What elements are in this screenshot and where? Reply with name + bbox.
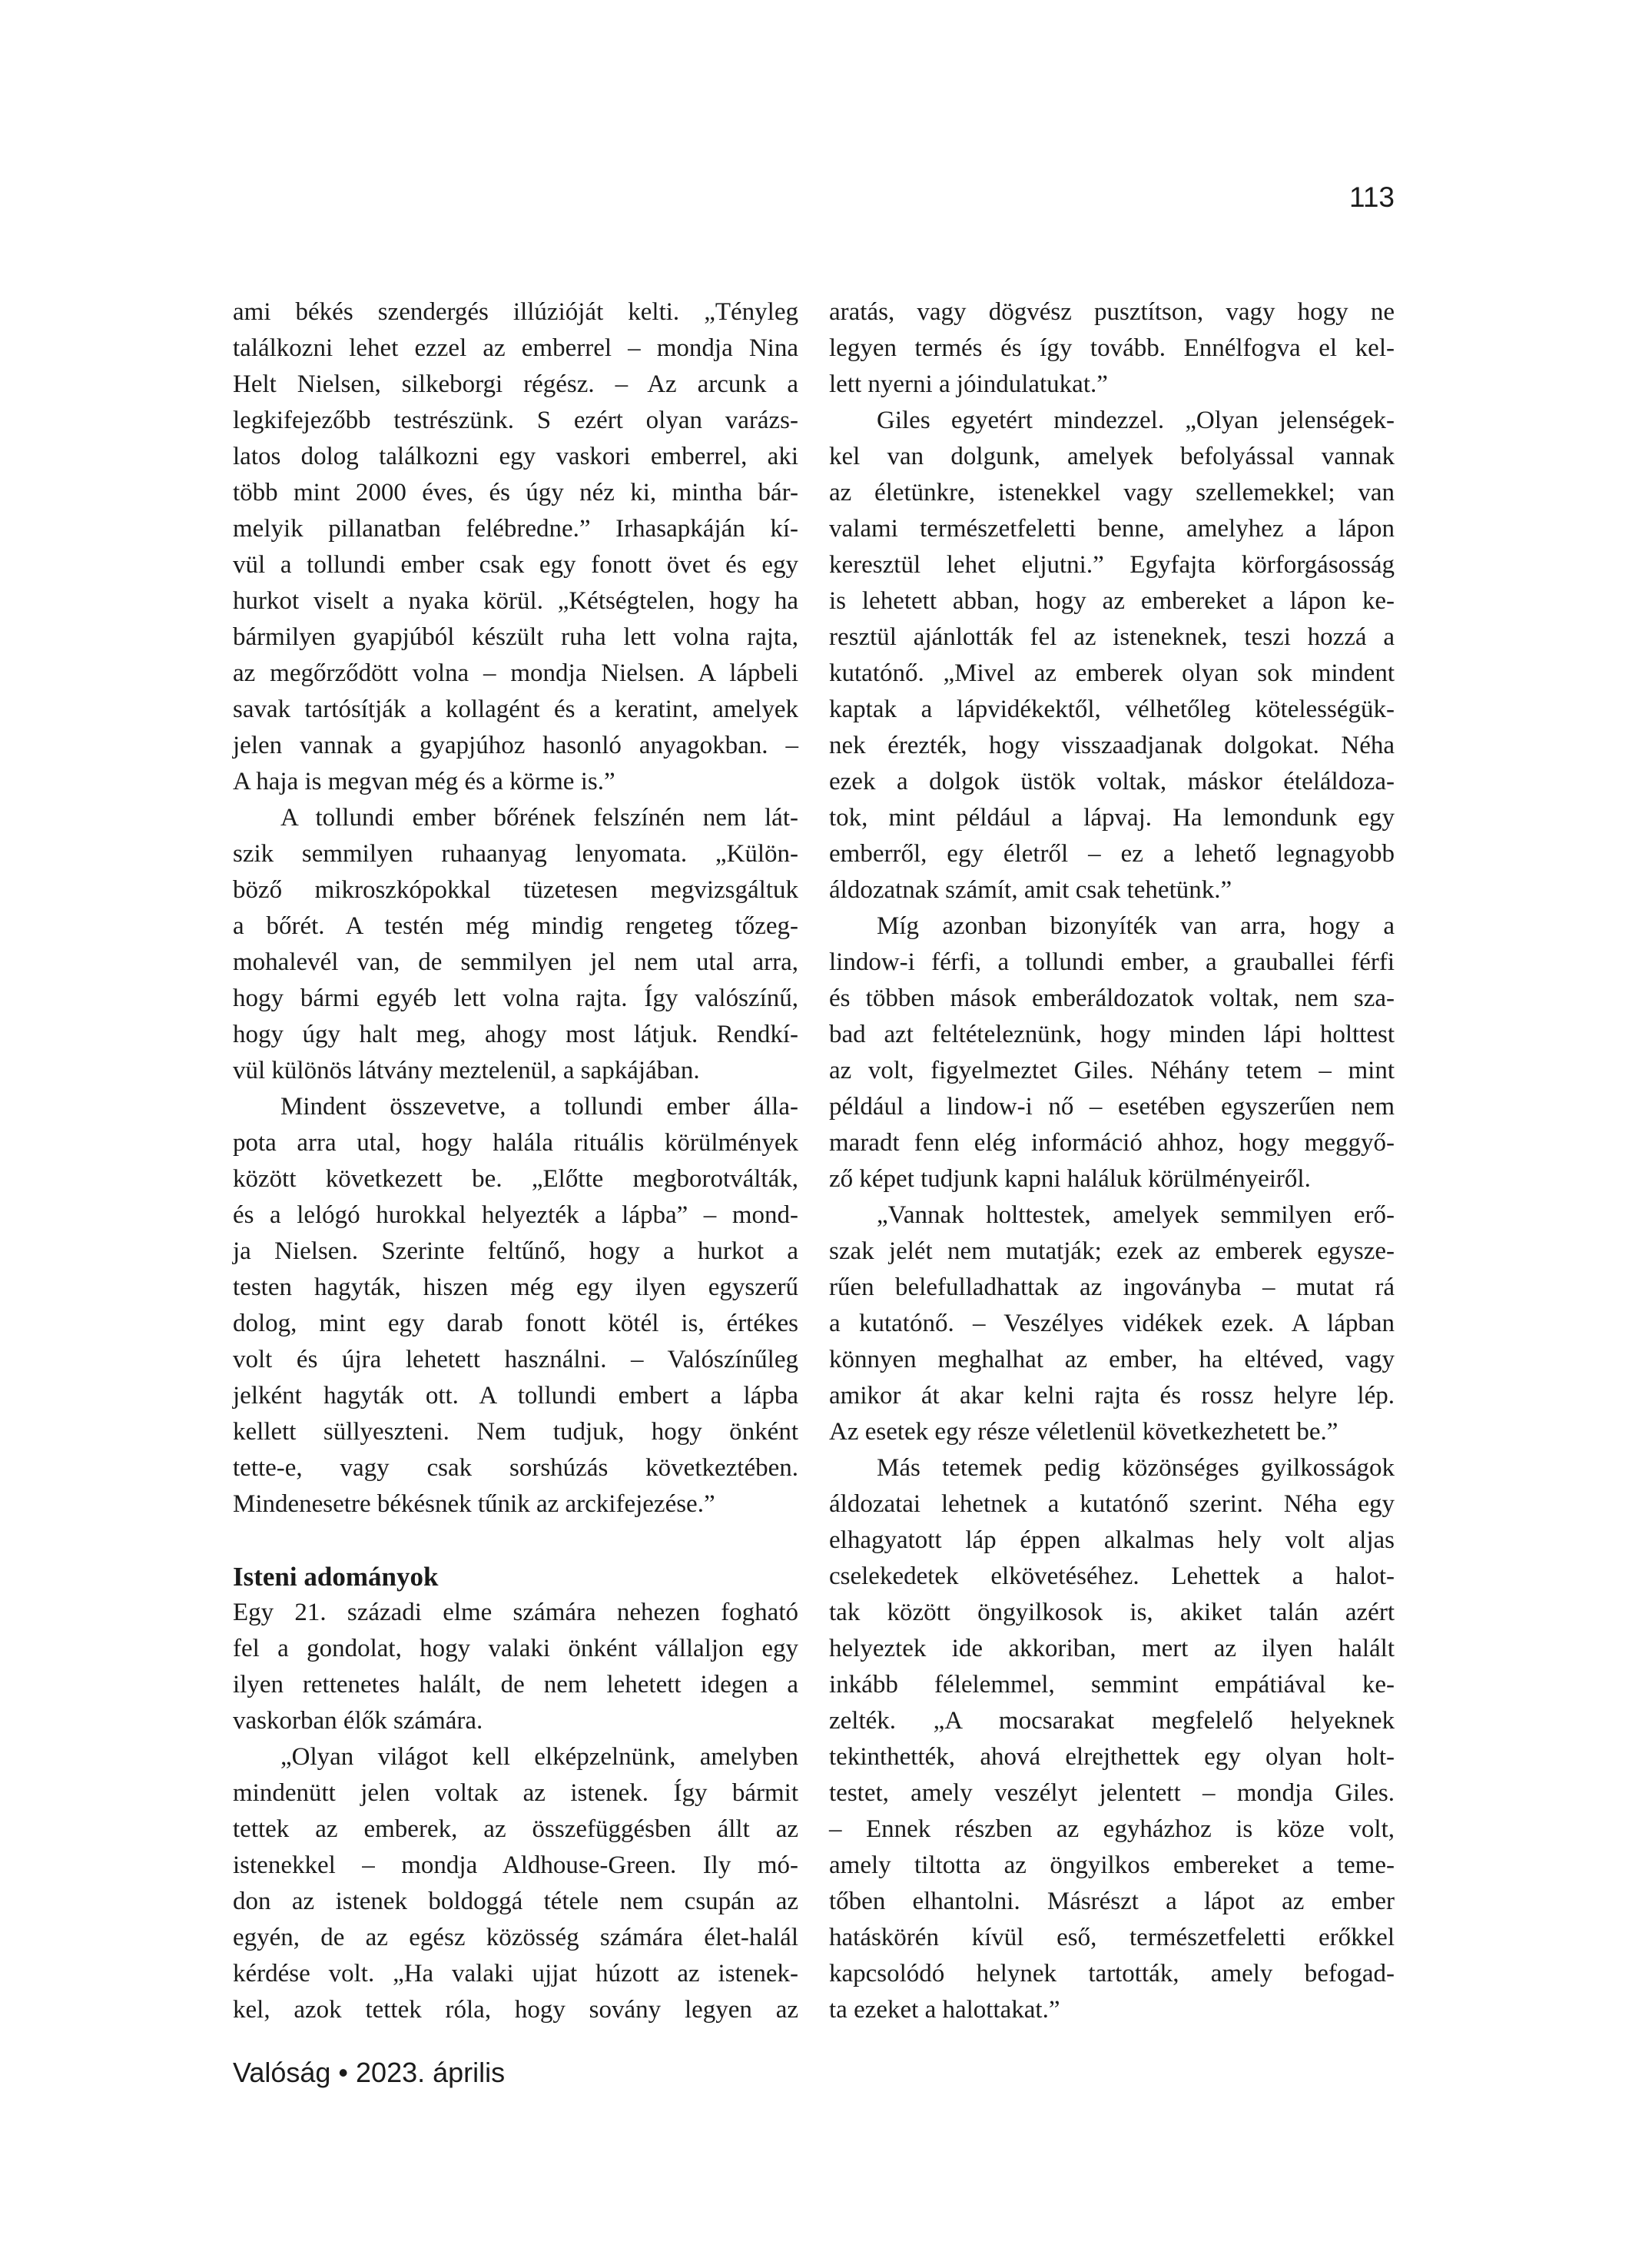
journal-footer-text: Valóság • 2023. április (233, 2057, 506, 2088)
paragraph (233, 1089, 798, 1523)
text-line: ja Nielsen. Szerinte feltűnő, hogy a hurkot a (233, 1237, 798, 1265)
text-line: – Ennek részben az egyházhoz is köze volt, (829, 1815, 1395, 1843)
text-line: dolog, mint egy darab fonott kötél is, értékes (233, 1310, 798, 1337)
text-line: inkább félelemmel, semmint empátiával ke- (829, 1671, 1395, 1699)
text-line: között következett be. „Előtte megborotválták, (233, 1165, 798, 1193)
text-line: kapcsolódó helynek tartották, amely befogad- (829, 1960, 1395, 1987)
paragraph (829, 294, 1395, 403)
text-line: pota arra utal, hogy halála rituális körülmények (233, 1129, 798, 1157)
text-line: istenekkel – mondja Aldhouse-Green. Ily mó- (233, 1851, 798, 1879)
text-line: kutatónő. „Mivel az emberek olyan sok mindent (829, 659, 1395, 687)
text-line: tőben elhantolni. Másrészt a lápot az ember (829, 1888, 1395, 1915)
text-line: könnyen meghalhat az ember, ha eltéved, vagy (829, 1346, 1395, 1373)
paragraph (829, 1197, 1395, 1450)
text-line: hurkot viselt a nyaka körül. „Kétségtelen, hogy ha (233, 587, 798, 615)
journal-footer (233, 2057, 505, 2089)
text-line: savak tartósítják a kollagént és a keratint, amelyek (233, 696, 798, 723)
text-line: tette-e, vagy csak sorshúzás következtében. (233, 1454, 798, 1482)
text-line: mohalevél van, de semmilyen jel nem utal arra, (233, 948, 798, 976)
left-column (233, 294, 798, 2028)
page-number: 113 (1349, 181, 1395, 213)
right-column (829, 294, 1395, 2028)
text-line: „Vannak holttestek, amelyek semmilyen erő- (877, 1201, 1395, 1229)
text-line: szik semmilyen ruhaanyag lenyomata. „Külön- (233, 840, 798, 868)
text-line: Helt Nielsen, silkeborgi régész. – Az arcunk a (233, 370, 798, 398)
text-line: egyén, de az egész közösség számára élet-halál (233, 1924, 798, 1951)
text-line: szak jelét nem mutatják; ezek az emberek egysze- (829, 1237, 1395, 1265)
text-line: legyen termés és így tovább. Ennélfogva el kel- (829, 334, 1395, 362)
paragraph (233, 1739, 798, 2028)
paragraph (829, 908, 1395, 1197)
text-line: Giles egyetért mindezzel. „Olyan jelenségek- (877, 407, 1395, 434)
text-line: nek érezték, hogy visszaadjanak dolgokat. Néha (829, 732, 1395, 759)
text-line: tettek az emberek, az összefüggésben állt az (233, 1815, 798, 1843)
text-line: mindenütt jelen voltak az istenek. Így bármit (233, 1779, 798, 1807)
text-line: és a lelógó hurokkal helyezték a lápba” – mond- (233, 1201, 798, 1229)
text-line: jelen vannak a gyapjúhoz hasonló anyagokban. – (233, 732, 798, 759)
text-line: az volt, figyelmeztet Giles. Néhány tetem – mint (829, 1057, 1395, 1084)
text-line: az életünkre, istenekkel vagy szellemekkel; van (829, 479, 1395, 506)
text-line: a kutatónő. – Veszélyes vidékek ezek. A lápban (829, 1310, 1395, 1337)
text-line: amely tiltotta az öngyilkos embereket a teme- (829, 1851, 1395, 1879)
text-line: valami természetfeletti benne, amelyhez a lápon (829, 515, 1395, 543)
text-line: keresztül lehet eljutni.” Egyfajta körforgásosság (829, 551, 1395, 579)
article-body (233, 294, 1395, 2028)
text-line: bármilyen gyapjúból készült ruha lett volna rajta, (233, 623, 798, 651)
text-line: A haja is megvan még és a körme is.” (233, 768, 615, 795)
text-line: amikor át akar kelni rajta és rossz helyre lép. (829, 1382, 1395, 1410)
text-line: áldozatai lehetnek a kutatónő szerint. Néha egy (829, 1490, 1395, 1518)
text-line: tok, mint például a lápvaj. Ha lemondunk egy (829, 804, 1395, 832)
text-line: don az istenek boldoggá tétele nem csupán az (233, 1888, 798, 1915)
text-line: hatáskörén kívül eső, természetfeletti erőkkel (829, 1924, 1395, 1951)
paragraph (829, 403, 1395, 908)
text-line: „Olyan világot kell elképzelnünk, amelyben (280, 1743, 798, 1771)
text-line: melyik pillanatban felébredne.” Irhasapkáján kí- (233, 515, 798, 543)
text-line: Az esetek egy része véletlenül következhetett be.” (829, 1418, 1338, 1446)
text-line: emberről, egy életről – ez a lehető legnagyobb (829, 840, 1395, 868)
paragraph (233, 294, 798, 800)
text-line: A tollundi ember bőrének felszínén nem lát- (280, 804, 798, 832)
text-line: például a lindow-i nő – esetében egyszerűen nem (829, 1093, 1395, 1121)
text-line: Mindent összevetve, a tollundi ember álla- (280, 1093, 798, 1121)
text-line: tak között öngyilkosok is, akiket talán azért (829, 1599, 1395, 1626)
text-line: latos dolog találkozni egy vaskori emberrel, aki (233, 443, 798, 470)
text-line: lett nyerni a jóindulatukat.” (829, 370, 1108, 398)
text-line: rűen belefulladhattak az ingoványba – mutat rá (829, 1273, 1395, 1301)
text-line: tekinthették, ahová elrejthettek egy olyan holt- (829, 1743, 1395, 1771)
text-line: bad azt feltételeznünk, hogy minden lápi holttest (829, 1021, 1395, 1048)
section-heading: Isteni adományok (233, 1562, 439, 1592)
text-line: hogy úgy halt meg, ahogy most látjuk. Rendkí- (233, 1021, 798, 1048)
text-line: kel, azok tettek róla, hogy sovány legyen az (233, 1996, 798, 2024)
text-line: testet, amely veszélyt jelentett – mondja Giles. (829, 1779, 1395, 1807)
text-line: lindow-i férfi, a tollundi ember, a grauballei férfi (829, 948, 1395, 976)
text-line: is lehetett abban, hogy az embereket a lápon ke- (829, 587, 1395, 615)
text-line: ző képet tudjunk kapni haláluk körülményeiről. (829, 1165, 1311, 1193)
text-line: kaptak a lápvidékektől, vélhetőleg kötelességük- (829, 696, 1395, 723)
text-line: ami békés szendergés illúzióját kelti. „Tényleg (233, 298, 798, 326)
text-line: volt és újra lehetett használni. – Valószínűleg (233, 1346, 798, 1373)
paragraph (233, 800, 798, 1089)
text-line: aratás, vagy dögvész pusztítson, vagy hogy ne (829, 298, 1395, 326)
text-line: vül a tollundi ember csak egy fonott övet és egy (233, 551, 798, 579)
text-line: több mint 2000 éves, és úgy néz ki, mintha bár- (233, 479, 798, 506)
text-line: testen hagyták, hiszen még egy ilyen egyszerű (233, 1273, 798, 1301)
text-line: helyeztek ide akkoriban, mert az ilyen halált (829, 1635, 1395, 1662)
text-line: cselekedetek elkövetéséhez. Lehettek a halot- (829, 1562, 1395, 1590)
text-line: maradt fenn elég információ ahhoz, hogy meggyő- (829, 1129, 1395, 1157)
text-line: találkozni lehet ezzel az emberrel – mondja Nina (233, 334, 798, 362)
text-line: ezek a dolgok üstök voltak, máskor ételáldoza- (829, 768, 1395, 795)
text-line: az megőrződött volna – mondja Nielsen. A lápbeli (233, 659, 798, 687)
text-line: vül különös látvány meztelenül, a sapkájában. (233, 1057, 700, 1084)
text-line: resztül ajánlották fel az isteneknek, teszi hozzá a (829, 623, 1395, 651)
text-line: áldozatnak számít, amit csak tehetünk.” (829, 876, 1232, 904)
text-line: kérdése volt. „Ha valaki ujjat húzott az istenek- (233, 1960, 798, 1987)
text-line: kellett süllyeszteni. Nem tudjuk, hogy önként (233, 1418, 798, 1446)
text-line: jelként hagyták ott. A tollundi embert a lápba (233, 1382, 798, 1410)
text-line: kel van dolgunk, amelyek befolyással vannak (829, 443, 1395, 470)
text-line: vaskorban élők számára. (233, 1707, 483, 1735)
text-line: a bőrét. A testén még mindig rengeteg tőzeg- (233, 912, 798, 940)
text-line: Más tetemek pedig közönséges gyilkosságok (877, 1454, 1395, 1482)
paragraph (233, 1595, 798, 1739)
blank-line (233, 1523, 798, 1559)
text-line: Egy 21. századi elme számára nehezen fogható (233, 1599, 798, 1626)
text-line: hogy bármi egyéb lett volna rajta. Így valószínű, (233, 985, 798, 1012)
text-line: zelték. „A mocsarakat megfelelő helyeknek (829, 1707, 1395, 1735)
paragraph (829, 1450, 1395, 2028)
text-line: elhagyatott láp éppen alkalmas hely volt aljas (829, 1526, 1395, 1554)
text-line: böző mikroszkópokkal tüzetesen megvizsgáltuk (233, 876, 798, 904)
text-line: ilyen rettenetes halált, de nem lehetett idegen a (233, 1671, 798, 1699)
text-line: Mindenesetre békésnek tűnik az arckifejezése.” (233, 1490, 715, 1518)
text-line: és többen mások emberáldozatok voltak, nem sza- (829, 985, 1395, 1012)
text-line: legkifejezőbb testrészünk. S ezért olyan varázs- (233, 407, 798, 434)
text-line: Míg azonban bizonyíték van arra, hogy a (877, 912, 1395, 940)
text-line: ta ezeket a halottakat.” (829, 1996, 1060, 2024)
text-line: fel a gondolat, hogy valaki önként vállaljon egy (233, 1635, 798, 1662)
